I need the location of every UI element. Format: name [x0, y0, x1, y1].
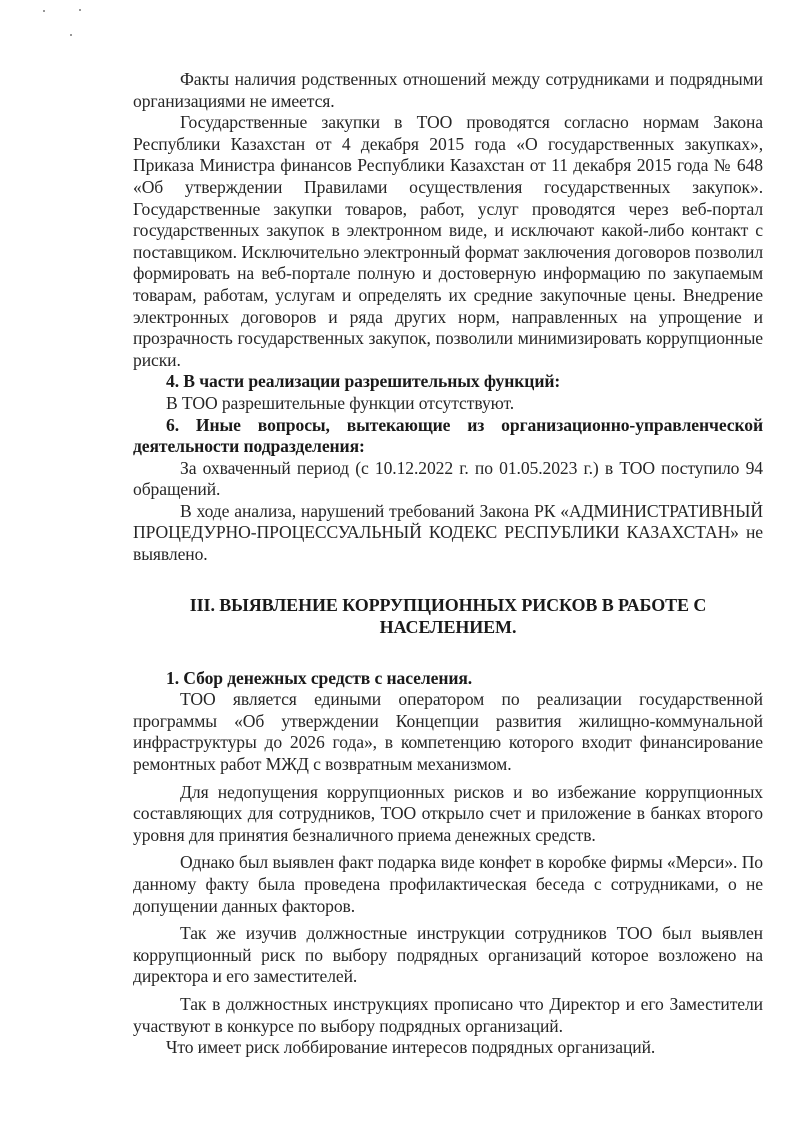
section-3-title-line1: III. ВЫЯВЛЕНИЕ КОРРУПЦИОННЫХ РИСКОВ В РАБОТЕ С [189, 594, 707, 615]
section-3-title [133, 594, 763, 638]
paragraph-director-participation: Так в должностных инструкциях прописано что Директор и его Заместители участвуют в конкурсе по выбору подрядных организаций. [133, 993, 763, 1036]
paragraph-job-instructions-risk: Так же изучив должностные инструкции сотрудников ТОО был выявлен коррупционный риск по выбору подрядных организаций которое возложено на директора и его заместителей. [133, 923, 763, 987]
paragraph-no-relatives: Факты наличия родственных отношений между сотрудниками и подрядными организациями не имеется. [133, 69, 763, 111]
scan-speck [79, 9, 81, 11]
paragraph-permit-functions: В ТОО разрешительные функции отсутствуют. [166, 392, 515, 413]
scan-speck [43, 10, 45, 12]
heading-permit-functions: 4. В части реализации разрешительных функций: [166, 371, 561, 392]
paragraph-gift-fact: Однако был выявлен факт подарка виде конфет в коробке фирмы «Мерси». По данному факту была проведена профилактическая беседа с сотрудниками, о не допущении данных факторов. [133, 852, 763, 916]
paragraph-lobbying-risk: Что имеет риск лоббирование интересов подрядных организаций. [166, 1037, 656, 1058]
section-3-title-line2: НАСЕЛЕНИЕМ. [379, 616, 517, 637]
paragraph-analysis-result: В ходе анализа, нарушений требований Закона РК «АДМИНИСТРАТИВНЫЙ ПРОЦЕДУРНО-ПРОЦЕССУАЛЬНЫЙ КОДЕКС РЕСПУБЛИКИ КАЗАХСТАН» не выявлено. [133, 500, 763, 565]
paragraph-appeals-count: За охваченный период (с 10.12.2022 г. по 01.05.2023 г.) в ТОО поступило 94 обращений. [133, 457, 763, 500]
paragraph-cashless-payment: Для недопущения коррупционных рисков и во избежание коррупционных составляющих для сотрудников, ТОО открыло счет и приложение в банках второго уровня для принятия безналичного приема денежных средств. [133, 781, 763, 845]
paragraph-public-procurement: Государственные закупки в ТОО проводятся согласно нормам Закона Республики Казахстан от 4 декабря 2015 года «О государственных закупках», Приказа Министра финансов Республики Казахстан от 11 декабря 2015 года № 648 «Об утверждении Правилами осуществления государственных закупок». Государственные закупки товаров, работ, услуг проводятся через веб-портал государственных закупок в электронном виде, и исключают какой-либо контакт с поставщиком. Исключительно электронный формат заключения договоров позволил формировать на веб-портале полную и достоверную информацию по закупаемым товарам, работам, услугам и определять их средние закупочные цены. Внедрение электронных договоров и ряда других норм, направленных на упрощение и прозрачность государственных закупок, позволили минимизировать коррупционные риски. [133, 112, 763, 370]
spacer [133, 638, 763, 668]
document-page [133, 69, 763, 1059]
heading-other-issues: 6. Иные вопросы, вытекающие из организационно-управленческой деятельности подразделения: [133, 414, 763, 457]
subheading-money-collection: 1. Сбор денежных средств с населения. [166, 667, 473, 688]
paragraph-single-operator: ТОО является едиными оператором по реализации государственной программы «Об утверждении Концепции развития жилищно-коммунальной инфраструктуры до 2026 года», в компетенцию которого входит финансирование ремонтных работ МЖД с возвратным механизмом. [133, 689, 763, 775]
scan-speck [70, 34, 72, 36]
